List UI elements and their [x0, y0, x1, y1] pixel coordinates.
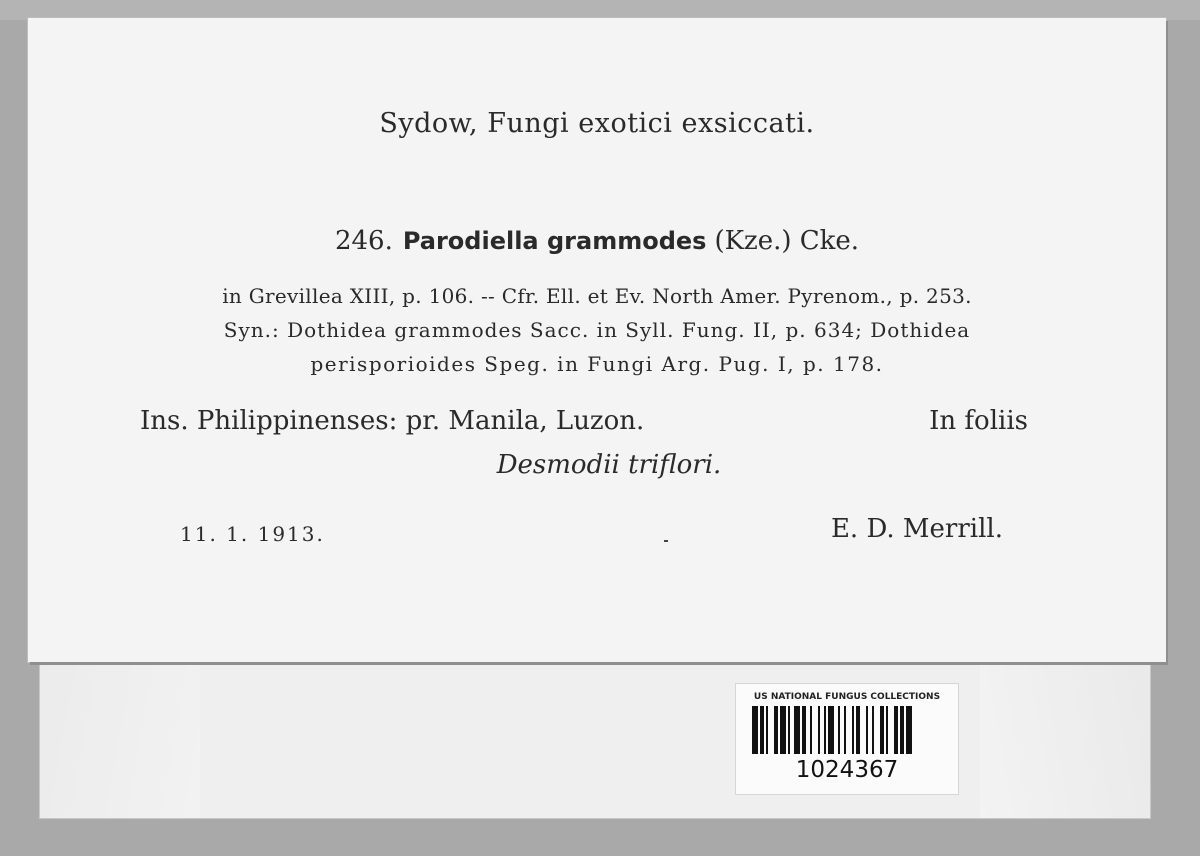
herbarium-label [28, 18, 1166, 662]
barcode-title: US NATIONAL FUNGUS COLLECTIONS [753, 692, 941, 702]
barcode-bar [894, 706, 898, 754]
locality: Ins. Philippinenses: pr. Manila, Luzon. [140, 406, 645, 436]
barcode-bar [828, 706, 834, 754]
barcode-bar [886, 706, 888, 754]
background-top [0, 0, 1200, 20]
barcode-bar [900, 706, 904, 754]
barcode-bar [872, 706, 874, 754]
barcode-icon [752, 706, 942, 754]
barcode-bar [838, 706, 840, 754]
exsiccata-title: Sydow, Fungi exotici exsiccati. [379, 108, 815, 139]
barcode-bar [852, 706, 854, 754]
specimen-number: 246. [334, 226, 393, 256]
barcode-bar [766, 706, 768, 754]
barcode-bar [752, 706, 758, 754]
barcode-bar [906, 706, 912, 754]
barcode-bar [760, 706, 764, 754]
barcode-bar [818, 706, 820, 754]
barcode-bar [824, 706, 826, 754]
barcode-label [736, 684, 958, 794]
barcode-bar [810, 706, 812, 754]
synonym-line-continued: perisporioides Speg. in Fungi Arg. Pug. I, p. 178. [310, 352, 884, 376]
collection-date: 11. 1. 1913. [180, 522, 325, 546]
barcode-bar [774, 706, 778, 754]
barcode-number: 1024367 [795, 757, 899, 783]
barcode-bar [802, 706, 806, 754]
barcode-bar [794, 706, 800, 754]
citation-line: in Grevillea XIII, p. 106. -- Cfr. Ell. et Ev. North Amer. Pyrenom., p. 253. [222, 284, 972, 308]
species-authority: (Kze.) Cke. [714, 226, 860, 256]
barcode-bar [780, 706, 786, 754]
species-name: Parodiella grammodes [402, 227, 707, 255]
barcode-bar [880, 706, 884, 754]
barcode-bar [866, 706, 868, 754]
species-line [28, 226, 1166, 256]
host-prefix: In foliis [929, 406, 1028, 436]
barcode-bar [844, 706, 846, 754]
collector-name: E. D. Merrill. [830, 514, 1003, 544]
ink-dot [664, 540, 668, 542]
host-name: Desmodii triflori. [496, 450, 722, 480]
barcode-bar [788, 706, 790, 754]
barcode-bar [856, 706, 860, 754]
synonym-line: Syn.: Dothidea grammodes Sacc. in Syll. Fung. II, p. 634; Dothidea [223, 318, 971, 342]
